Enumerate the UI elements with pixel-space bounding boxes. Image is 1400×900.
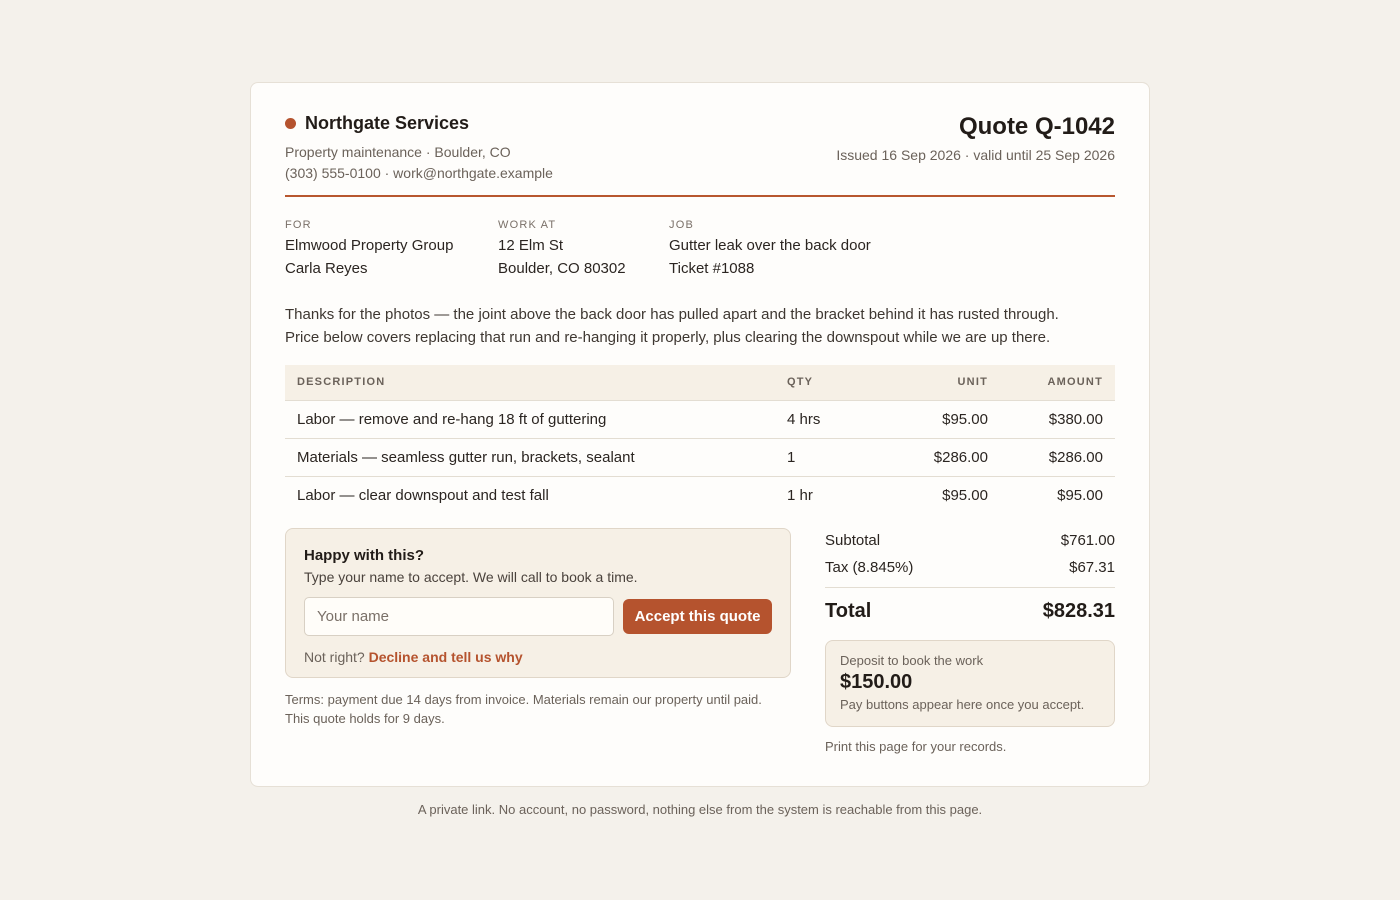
party-for-contact: Carla Reyes <box>285 260 368 277</box>
brand-row <box>285 113 553 134</box>
deposit-label: Deposit to book the work <box>840 653 984 668</box>
accept-subtitle: Type your name to accept. We will call to book a time. <box>304 569 638 585</box>
party-for-name: Elmwood Property Group <box>285 237 454 254</box>
row-qty: 1 hr <box>787 486 813 504</box>
quote-header <box>285 83 1115 197</box>
party-job-title: Gutter leak over the back door <box>669 237 871 254</box>
accept-title: Happy with this? <box>304 547 424 564</box>
party-job-ticket: Ticket #1088 <box>669 260 755 277</box>
brand-dot-icon <box>285 118 296 129</box>
table-row <box>285 400 1115 438</box>
party-job <box>669 219 871 277</box>
quote-dates: Issued 16 Sep 2026 · valid until 25 Sep 2026 <box>836 147 1115 163</box>
subtotal-row <box>825 532 1115 549</box>
row-qty: 4 hrs <box>775 400 880 438</box>
party-for <box>285 219 453 277</box>
party-for-label: FOR <box>285 219 312 231</box>
party-work-at <box>498 219 626 277</box>
quote-note <box>285 303 1115 349</box>
row-amount: $95.00 <box>1057 486 1103 504</box>
decline-link[interactable]: Decline and tell us why <box>368 649 523 665</box>
name-input[interactable] <box>304 597 614 636</box>
terms-line-2: This quote holds for 9 days. <box>285 711 445 726</box>
parties-section <box>285 197 1115 309</box>
quote-heading <box>836 113 1115 163</box>
lower-section <box>285 514 1115 774</box>
quote-note-line-1: Thanks for the photos — the joint above the back door has pulled apart and the bracket behind it has rusted through. <box>285 306 1059 323</box>
decline-row <box>304 649 772 665</box>
print-note: Print this page for your records. <box>825 739 1007 754</box>
column-header-amount: AMOUNT <box>1000 365 1115 400</box>
column-header-description: DESCRIPTION <box>285 365 775 400</box>
table-row <box>285 438 1115 476</box>
subtotal-value: $761.00 <box>1060 532 1115 549</box>
table-row <box>285 476 1115 514</box>
deposit-amount: $150.00 <box>840 671 913 693</box>
column-header-unit: UNIT <box>880 365 1000 400</box>
quote-note-line-2: Price below covers replacing that run and re-hanging it properly, plus clearing the downspout while we are up there. <box>285 329 1051 346</box>
accept-form-row <box>304 597 772 636</box>
brand-tagline: Property maintenance · Boulder, CO <box>285 144 511 160</box>
decline-prefix: Not right? <box>304 649 365 665</box>
terms-text <box>285 690 795 728</box>
subtotal-label: Subtotal <box>825 532 881 549</box>
table-header-row <box>285 365 1115 400</box>
column-header-qty: QTY <box>775 365 880 400</box>
party-work-at-label: WORK AT <box>498 219 557 231</box>
row-description: Labor — clear downspout and test fall <box>297 486 549 504</box>
accept-panel <box>285 528 791 678</box>
brand-name: Northgate Services <box>305 113 470 133</box>
row-description: Materials — seamless gutter run, brackets, sealant <box>285 438 775 476</box>
brand-block <box>285 113 553 184</box>
tax-label: Tax (8.845%) <box>825 559 914 576</box>
party-job-label: JOB <box>669 219 694 231</box>
total-value: $828.31 <box>1042 600 1115 622</box>
quote-title: Quote Q-1042 <box>958 113 1115 140</box>
terms-line-1: Terms: payment due 14 days from invoice. Materials remain our property until paid. <box>285 692 762 707</box>
quote-card <box>250 82 1150 787</box>
deposit-panel <box>825 640 1115 727</box>
row-description: Labor — remove and re-hang 18 ft of guttering <box>285 400 775 438</box>
row-unit: $286.00 <box>880 438 1000 476</box>
line-items-table <box>285 365 1115 514</box>
total-label: Total <box>825 600 872 622</box>
party-work-at-street: 12 Elm St <box>498 237 564 254</box>
row-qty: 1 <box>775 438 880 476</box>
row-amount: $380.00 <box>1000 400 1115 438</box>
row-unit: $95.00 <box>880 400 1000 438</box>
footer-note: A private link. No account, no password, nothing else from the system is reachable from this page. <box>417 802 983 817</box>
total-row <box>825 587 1115 623</box>
row-unit: $95.00 <box>942 486 988 504</box>
accept-quote-button[interactable]: Accept this quote <box>623 599 772 634</box>
brand-contact: (303) 555-0100 · work@northgate.example <box>285 165 553 181</box>
tax-value: $67.31 <box>1069 559 1115 576</box>
deposit-note: Pay buttons appear here once you accept. <box>840 697 1085 712</box>
row-amount: $286.00 <box>1000 438 1115 476</box>
party-work-at-city: Boulder, CO 80302 <box>498 260 626 277</box>
tax-row <box>825 559 1115 576</box>
totals-panel <box>825 532 1115 754</box>
